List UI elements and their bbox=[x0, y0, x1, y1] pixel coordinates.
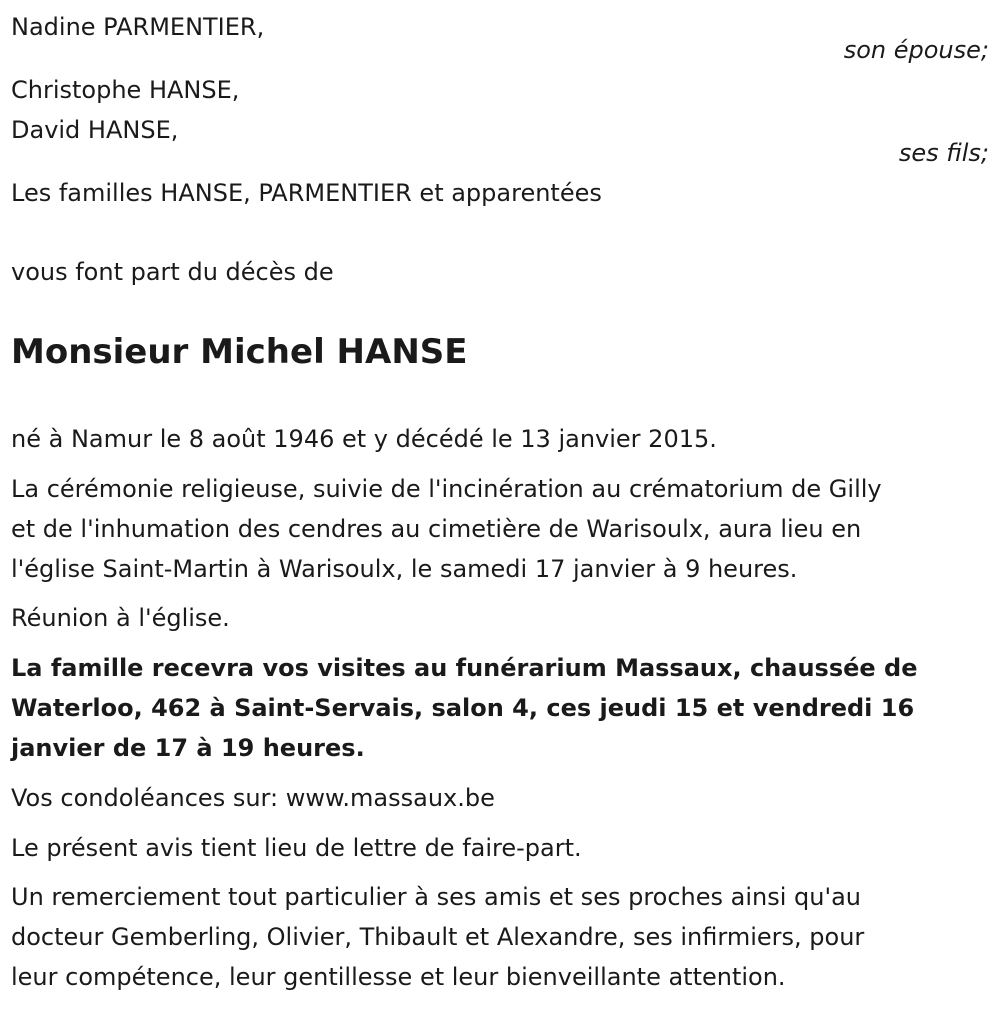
announcement-intro: vous font part du décès de bbox=[11, 258, 334, 286]
condolences-line: Vos condoléances sur: www.massaux.be bbox=[11, 784, 495, 812]
son-name-2: David HANSE, bbox=[11, 116, 179, 144]
ceremony-line-2: et de l'inhumation des cendres au cimetière de Warisoulx, aura lieu en bbox=[11, 515, 862, 543]
thanks-line-2: docteur Gemberling, Olivier, Thibault et Alexandre, ses infirmiers, pour bbox=[11, 923, 865, 951]
visits-line-3: janvier de 17 à 19 heures. bbox=[11, 734, 365, 762]
son-name-1: Christophe HANSE, bbox=[11, 76, 240, 104]
visits-line-2: Waterloo, 462 à Saint-Servais, salon 4, ces jeudi 15 et vendredi 16 bbox=[11, 694, 915, 722]
visits-line-1: La famille recevra vos visites au funérarium Massaux, chaussée de bbox=[11, 654, 918, 682]
birth-death-line: né à Namur le 8 août 1946 et y décédé le 13 janvier 2015. bbox=[11, 425, 717, 453]
thanks-line-3: leur compétence, leur gentillesse et leur bienveillante attention. bbox=[11, 963, 786, 991]
deceased-name: Monsieur Michel HANSE bbox=[11, 332, 468, 372]
spouse-name: Nadine PARMENTIER, bbox=[11, 13, 265, 41]
ceremony-line-1: La cérémonie religieuse, suivie de l'incinération au crématorium de Gilly bbox=[11, 475, 882, 503]
notice-line: Le présent avis tient lieu de lettre de faire-part. bbox=[11, 834, 582, 862]
ceremony-paragraph bbox=[11, 469, 882, 589]
visits-paragraph bbox=[11, 648, 917, 768]
families-line: Les familles HANSE, PARMENTIER et apparentées bbox=[11, 179, 602, 207]
thanks-paragraph bbox=[11, 877, 864, 997]
sons-role: ses fils; bbox=[898, 139, 989, 167]
gathering-line: Réunion à l'église. bbox=[11, 604, 230, 632]
thanks-line-1: Un remerciement tout particulier à ses amis et ses proches ainsi qu'au bbox=[11, 883, 861, 911]
spouse-role: son épouse; bbox=[843, 36, 989, 64]
ceremony-line-3: l'église Saint-Martin à Warisoulx, le samedi 17 janvier à 9 heures. bbox=[11, 555, 798, 583]
